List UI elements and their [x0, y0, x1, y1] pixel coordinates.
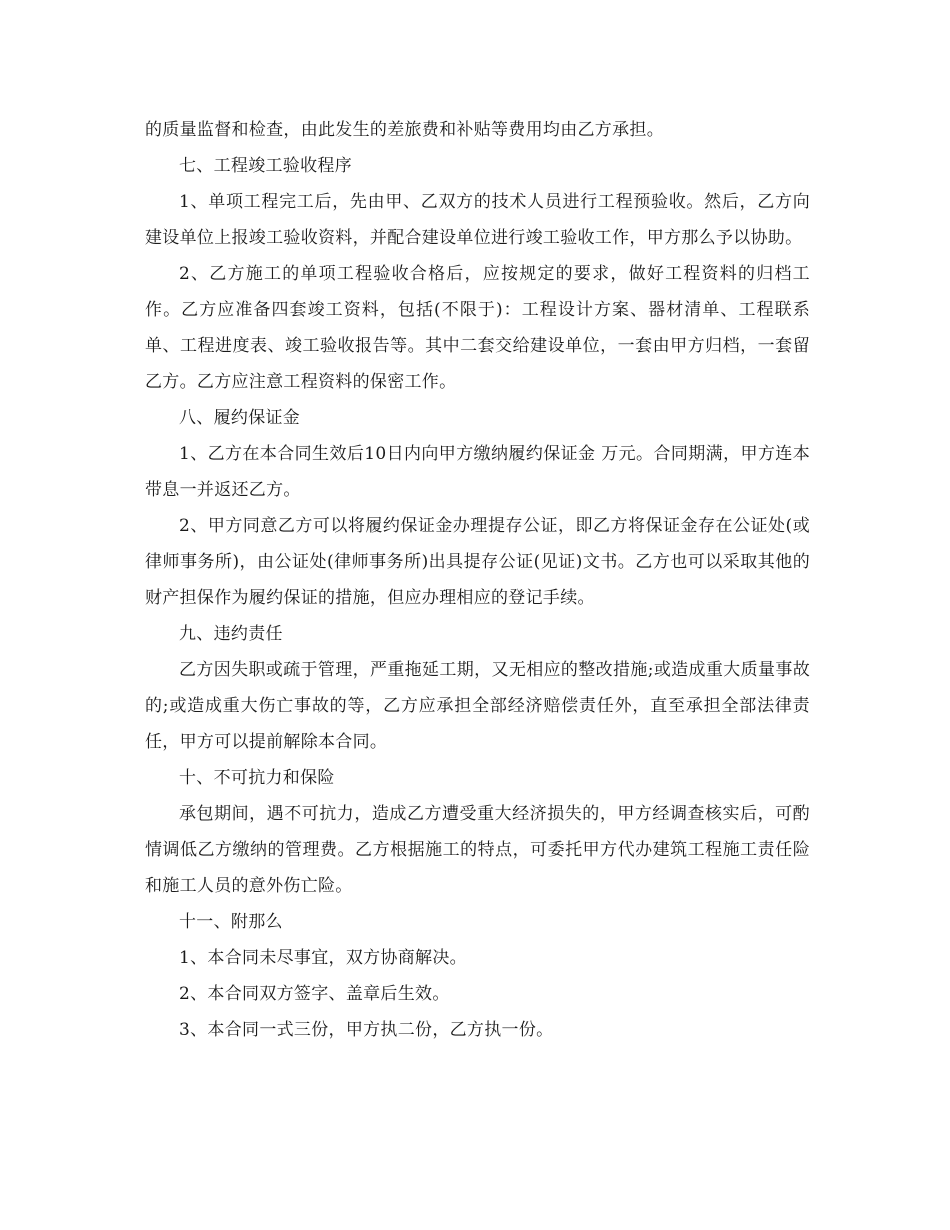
paragraph-8-2: 2、甲方同意乙方可以将履约保证金办理提存公证，即乙方将保证金存在公证处(或律师事务所)，由公证处(律师事务所)出具提存公证(见证)文书。乙方也可以采取其他的财产担保作为履约保证的措施，但应办理相应的登记手续。 [145, 516, 810, 608]
document-body [145, 112, 810, 1048]
paragraph-continuation: 的质量监督和检查，由此发生的差旅费和补贴等费用均由乙方承担。 [145, 120, 664, 140]
paragraph-11-3: 3、本合同一式三份，甲方执二份，乙方执一份。 [179, 1020, 554, 1040]
paragraph-9: 乙方因失职或疏于管理，严重拖延工期，又无相应的整改措施;或造成重大质量事故的;或造成重大伤亡事故的等，乙方应承担全部经济赔偿责任外，直至承担全部法律责任，甲方可以提前解除本合同。 [145, 660, 810, 752]
section-heading-8: 八、履约保证金 [179, 408, 301, 428]
section-heading-9: 九、违约责任 [179, 624, 283, 644]
paragraph-11-2: 2、本合同双方签字、盖章后生效。 [179, 984, 450, 1004]
paragraph-8-1: 1、乙方在本合同生效后10日内向甲方缴纳履约保证金 万元。合同期满，甲方连本带息一并返还乙方。 [145, 444, 810, 500]
section-heading-10: 十、不可抗力和保险 [179, 768, 335, 788]
paragraph-10: 承包期间，遇不可抗力，造成乙方遭受重大经济损失的，甲方经调查核实后，可酌情调低乙方缴纳的管理费。乙方根据施工的特点，可委托甲方代办建筑工程施工责任险和施工人员的意外伤亡险。 [145, 804, 810, 896]
section-heading-7: 七、工程竣工验收程序 [179, 156, 352, 176]
paragraph-7-1: 1、单项工程完工后，先由甲、乙双方的技术人员进行工程预验收。然后，乙方向建设单位上报竣工验收资料，并配合建设单位进行竣工验收工作，甲方那么予以协助。 [145, 192, 810, 248]
section-heading-11: 十一、附那么 [179, 912, 283, 932]
paragraph-11-1: 1、本合同未尽事宜，双方协商解决。 [179, 948, 467, 968]
paragraph-7-2: 2、乙方施工的单项工程验收合格后，应按规定的要求，做好工程资料的归档工作。乙方应准备四套竣工资料，包括(不限于)：工程设计方案、器材清单、工程联系单、工程进度表、竣工验收报告等。其中二套交给建设单位，一套由甲方归档，一套留乙方。乙方应注意工程资料的保密工作。 [145, 264, 810, 392]
